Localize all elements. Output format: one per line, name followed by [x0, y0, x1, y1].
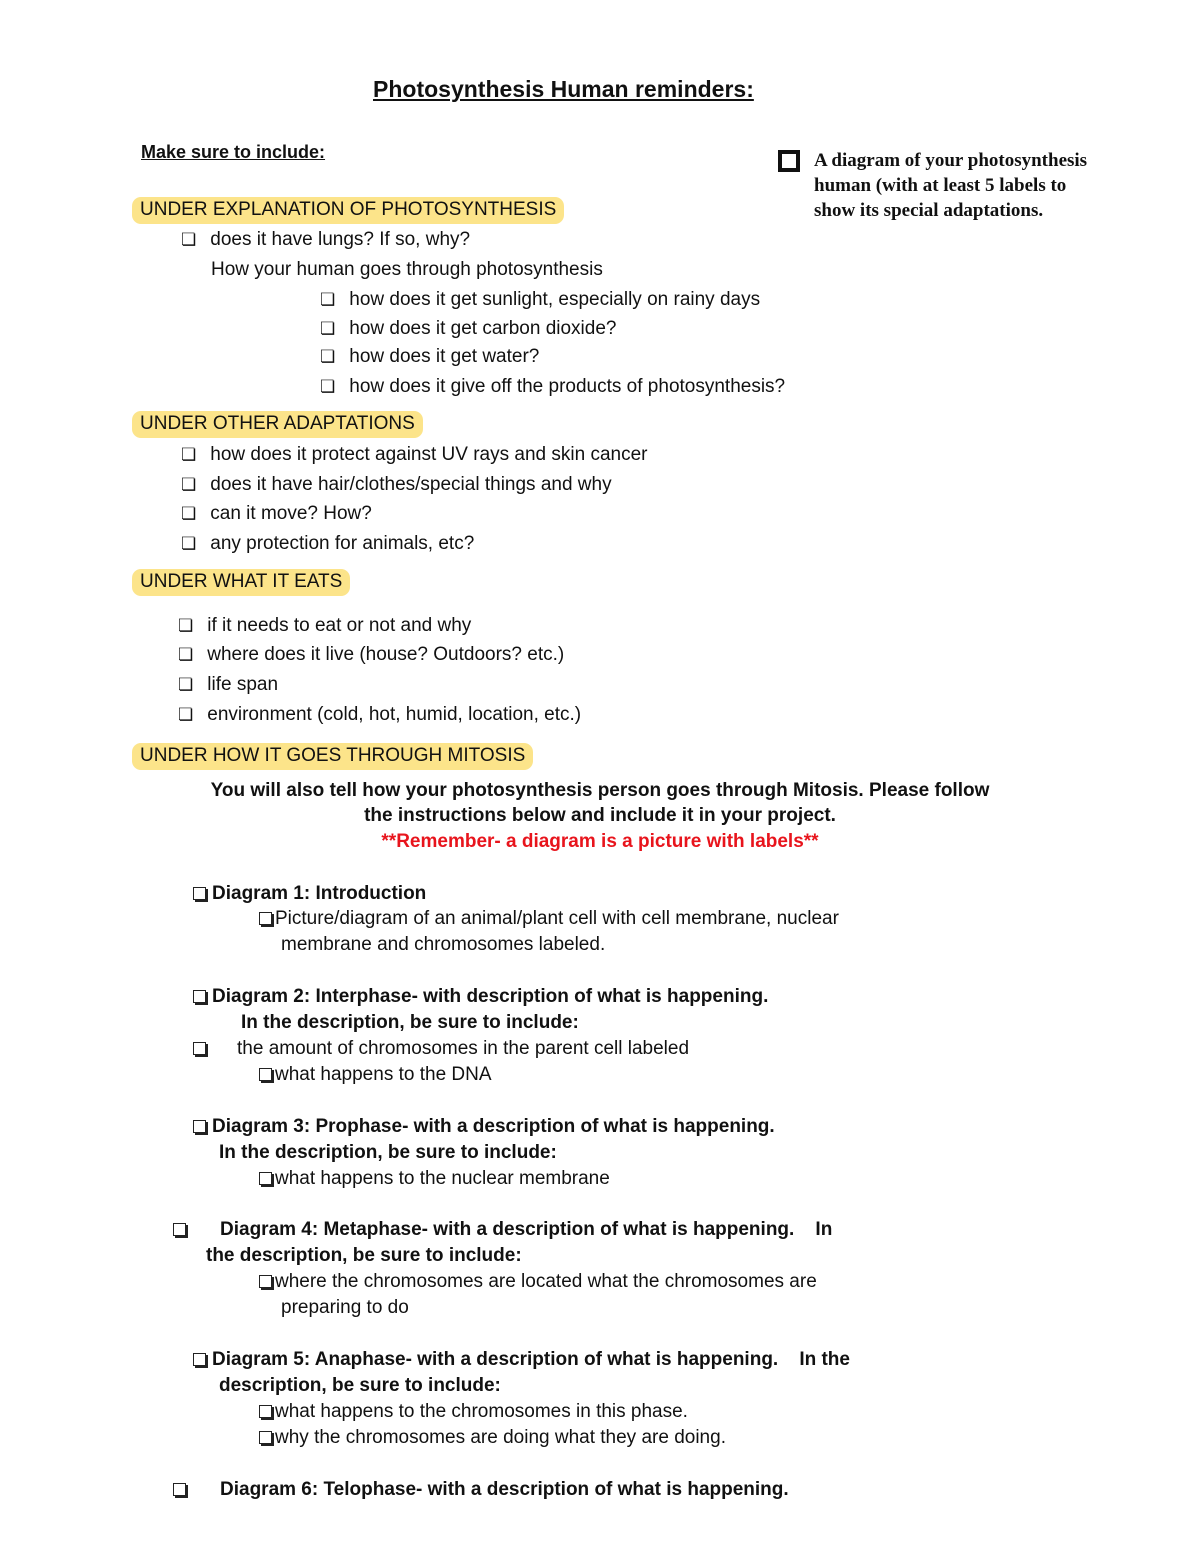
list-item[interactable]: [181, 229, 470, 251]
checkbox-icon: [193, 887, 206, 900]
sub-item[interactable]: [259, 1168, 610, 1190]
checkbox-icon: ❏: [178, 616, 194, 635]
aside-line: human (with at least 5 labels to: [814, 175, 1067, 196]
list-item[interactable]: [178, 704, 581, 726]
list-item[interactable]: [181, 503, 372, 525]
item-text: does it have hair/clothes/special things and why: [210, 474, 612, 495]
item-text: life span: [207, 674, 279, 695]
checkbox-icon: ❏: [181, 534, 197, 553]
checkbox-icon: [259, 1275, 272, 1288]
description-label: description, be sure to include:: [219, 1375, 501, 1396]
item-text-continued: preparing to do: [281, 1297, 409, 1318]
item-text: does it have lungs? If so, why?: [210, 229, 471, 250]
list-item[interactable]: [320, 289, 760, 311]
item-text: can it move? How?: [210, 503, 372, 524]
checkbox-icon: ❏: [178, 645, 194, 664]
diagram-title: Diagram 4: Metaphase- with a description of what is happening. In: [220, 1219, 833, 1240]
list-item[interactable]: [178, 615, 471, 637]
section-heading-mitosis: UNDER HOW IT GOES THROUGH MITOSIS: [132, 743, 533, 770]
item-text: how does it get water?: [349, 346, 540, 367]
diagram-3-item[interactable]: [193, 1116, 775, 1138]
diagram-6-item[interactable]: [173, 1479, 789, 1501]
checkbox-icon: ❏: [181, 475, 197, 494]
diagram-title: Diagram 5: Anaphase- with a description of what is happening. In the: [212, 1349, 850, 1370]
checkbox-icon: ❏: [178, 675, 194, 694]
checkbox-icon: [259, 912, 272, 925]
checkbox-icon: ❏: [181, 504, 197, 523]
checkbox-icon: [193, 1120, 206, 1133]
item-text: what happens to the chromosomes in this phase.: [275, 1401, 688, 1422]
checkbox-icon: [259, 1431, 272, 1444]
item-text-continued: membrane and chromosomes labeled.: [281, 934, 606, 955]
checkbox-icon: ❏: [181, 230, 197, 249]
checkbox-icon: [259, 1068, 272, 1081]
section-heading-adaptations: UNDER OTHER ADAPTATIONS: [132, 411, 423, 438]
item-text: why the chromosomes are doing what they are doing.: [275, 1427, 726, 1448]
make-sure-heading: Make sure to include:: [141, 142, 326, 162]
diagram-1-item[interactable]: [193, 883, 426, 905]
aside-line: A diagram of your photosynthesis: [814, 150, 1088, 171]
checkbox-icon: [193, 990, 206, 1003]
diagram-4-item[interactable]: [173, 1219, 832, 1241]
item-text: where does it live (house? Outdoors? etc.): [207, 644, 565, 665]
remember-note: **Remember- a diagram is a picture with labels**: [381, 831, 819, 852]
diagram-5-item[interactable]: [193, 1349, 850, 1371]
item-text: what happens to the nuclear membrane: [275, 1168, 610, 1189]
diagram-title: Diagram 3: Prophase- with a description of what is happening.: [212, 1116, 775, 1137]
mitosis-intro-line: You will also tell how your photosynthesis person goes through Mitosis. Please follow: [210, 780, 990, 801]
diagram-title: Diagram 1: Introduction: [212, 883, 427, 904]
item-text: any protection for animals, etc?: [210, 533, 475, 554]
sub-item[interactable]: [259, 1401, 688, 1423]
checkbox-icon: ❏: [320, 290, 336, 309]
list-item[interactable]: [320, 376, 785, 398]
checkbox-icon: ❏: [178, 705, 194, 724]
item-text: what happens to the DNA: [275, 1064, 492, 1085]
item-text: how does it get carbon dioxide?: [349, 318, 617, 339]
diagram-title: Diagram 2: Interphase- with description of what is happening.: [212, 986, 769, 1007]
diagram-title: Diagram 6: Telophase- with a description of what is happening.: [220, 1479, 789, 1500]
checkbox-icon: ❏: [320, 377, 336, 396]
checkbox-icon: [193, 1353, 206, 1366]
sub-item[interactable]: [193, 1038, 689, 1060]
checkbox-icon: [259, 1405, 272, 1418]
list-item[interactable]: [181, 474, 612, 496]
checkbox-icon: ❏: [320, 347, 336, 366]
sub-item[interactable]: [259, 1064, 492, 1086]
checkbox-icon: [173, 1483, 186, 1496]
item-text: the amount of chromosomes in the parent cell labeled: [237, 1038, 690, 1059]
list-item[interactable]: [320, 318, 616, 340]
checkbox-icon: [259, 1172, 272, 1185]
item-text: if it needs to eat or not and why: [207, 615, 472, 636]
sub-item[interactable]: [259, 908, 839, 930]
item-text: how does it get sunlight, especially on rainy days: [349, 289, 761, 310]
checkbox-icon[interactable]: [778, 150, 800, 172]
checkbox-icon: [193, 1042, 206, 1055]
section-heading-eats: UNDER WHAT IT EATS: [132, 569, 350, 596]
mitosis-intro-line: the instructions below and include it in your project.: [364, 805, 836, 826]
checkbox-icon: [173, 1223, 186, 1236]
aside-line: show its special adaptations.: [814, 200, 1044, 221]
description-label: In the description, be sure to include:: [241, 1012, 579, 1033]
sub-item[interactable]: [259, 1271, 817, 1293]
section-heading-explanation: UNDER EXPLANATION OF PHOTOSYNTHESIS: [132, 197, 564, 224]
item-text: where the chromosomes are located what the chromosomes are: [275, 1271, 817, 1292]
description-label: the description, be sure to include:: [206, 1245, 522, 1266]
sub-item[interactable]: [259, 1427, 726, 1449]
list-item[interactable]: [178, 644, 564, 666]
checkbox-icon: ❏: [320, 319, 336, 338]
checkbox-icon: ❏: [181, 445, 197, 464]
item-text: how does it protect against UV rays and skin cancer: [210, 444, 648, 465]
item-text: Picture/diagram of an animal/plant cell with cell membrane, nuclear: [275, 908, 839, 929]
list-item[interactable]: [320, 346, 539, 368]
list-item[interactable]: [181, 444, 647, 466]
item-text: how does it give off the products of photosynthesis?: [349, 376, 786, 397]
list-item[interactable]: [181, 533, 474, 555]
list-item[interactable]: [178, 674, 278, 696]
subheading: How your human goes through photosynthesis: [211, 259, 603, 280]
diagram-2-item[interactable]: [193, 986, 768, 1008]
aside-note: [814, 148, 1087, 223]
item-text: environment (cold, hot, humid, location, etc.): [207, 704, 582, 725]
page-title: Photosynthesis Human reminders:: [373, 76, 754, 102]
description-label: In the description, be sure to include:: [219, 1142, 557, 1163]
